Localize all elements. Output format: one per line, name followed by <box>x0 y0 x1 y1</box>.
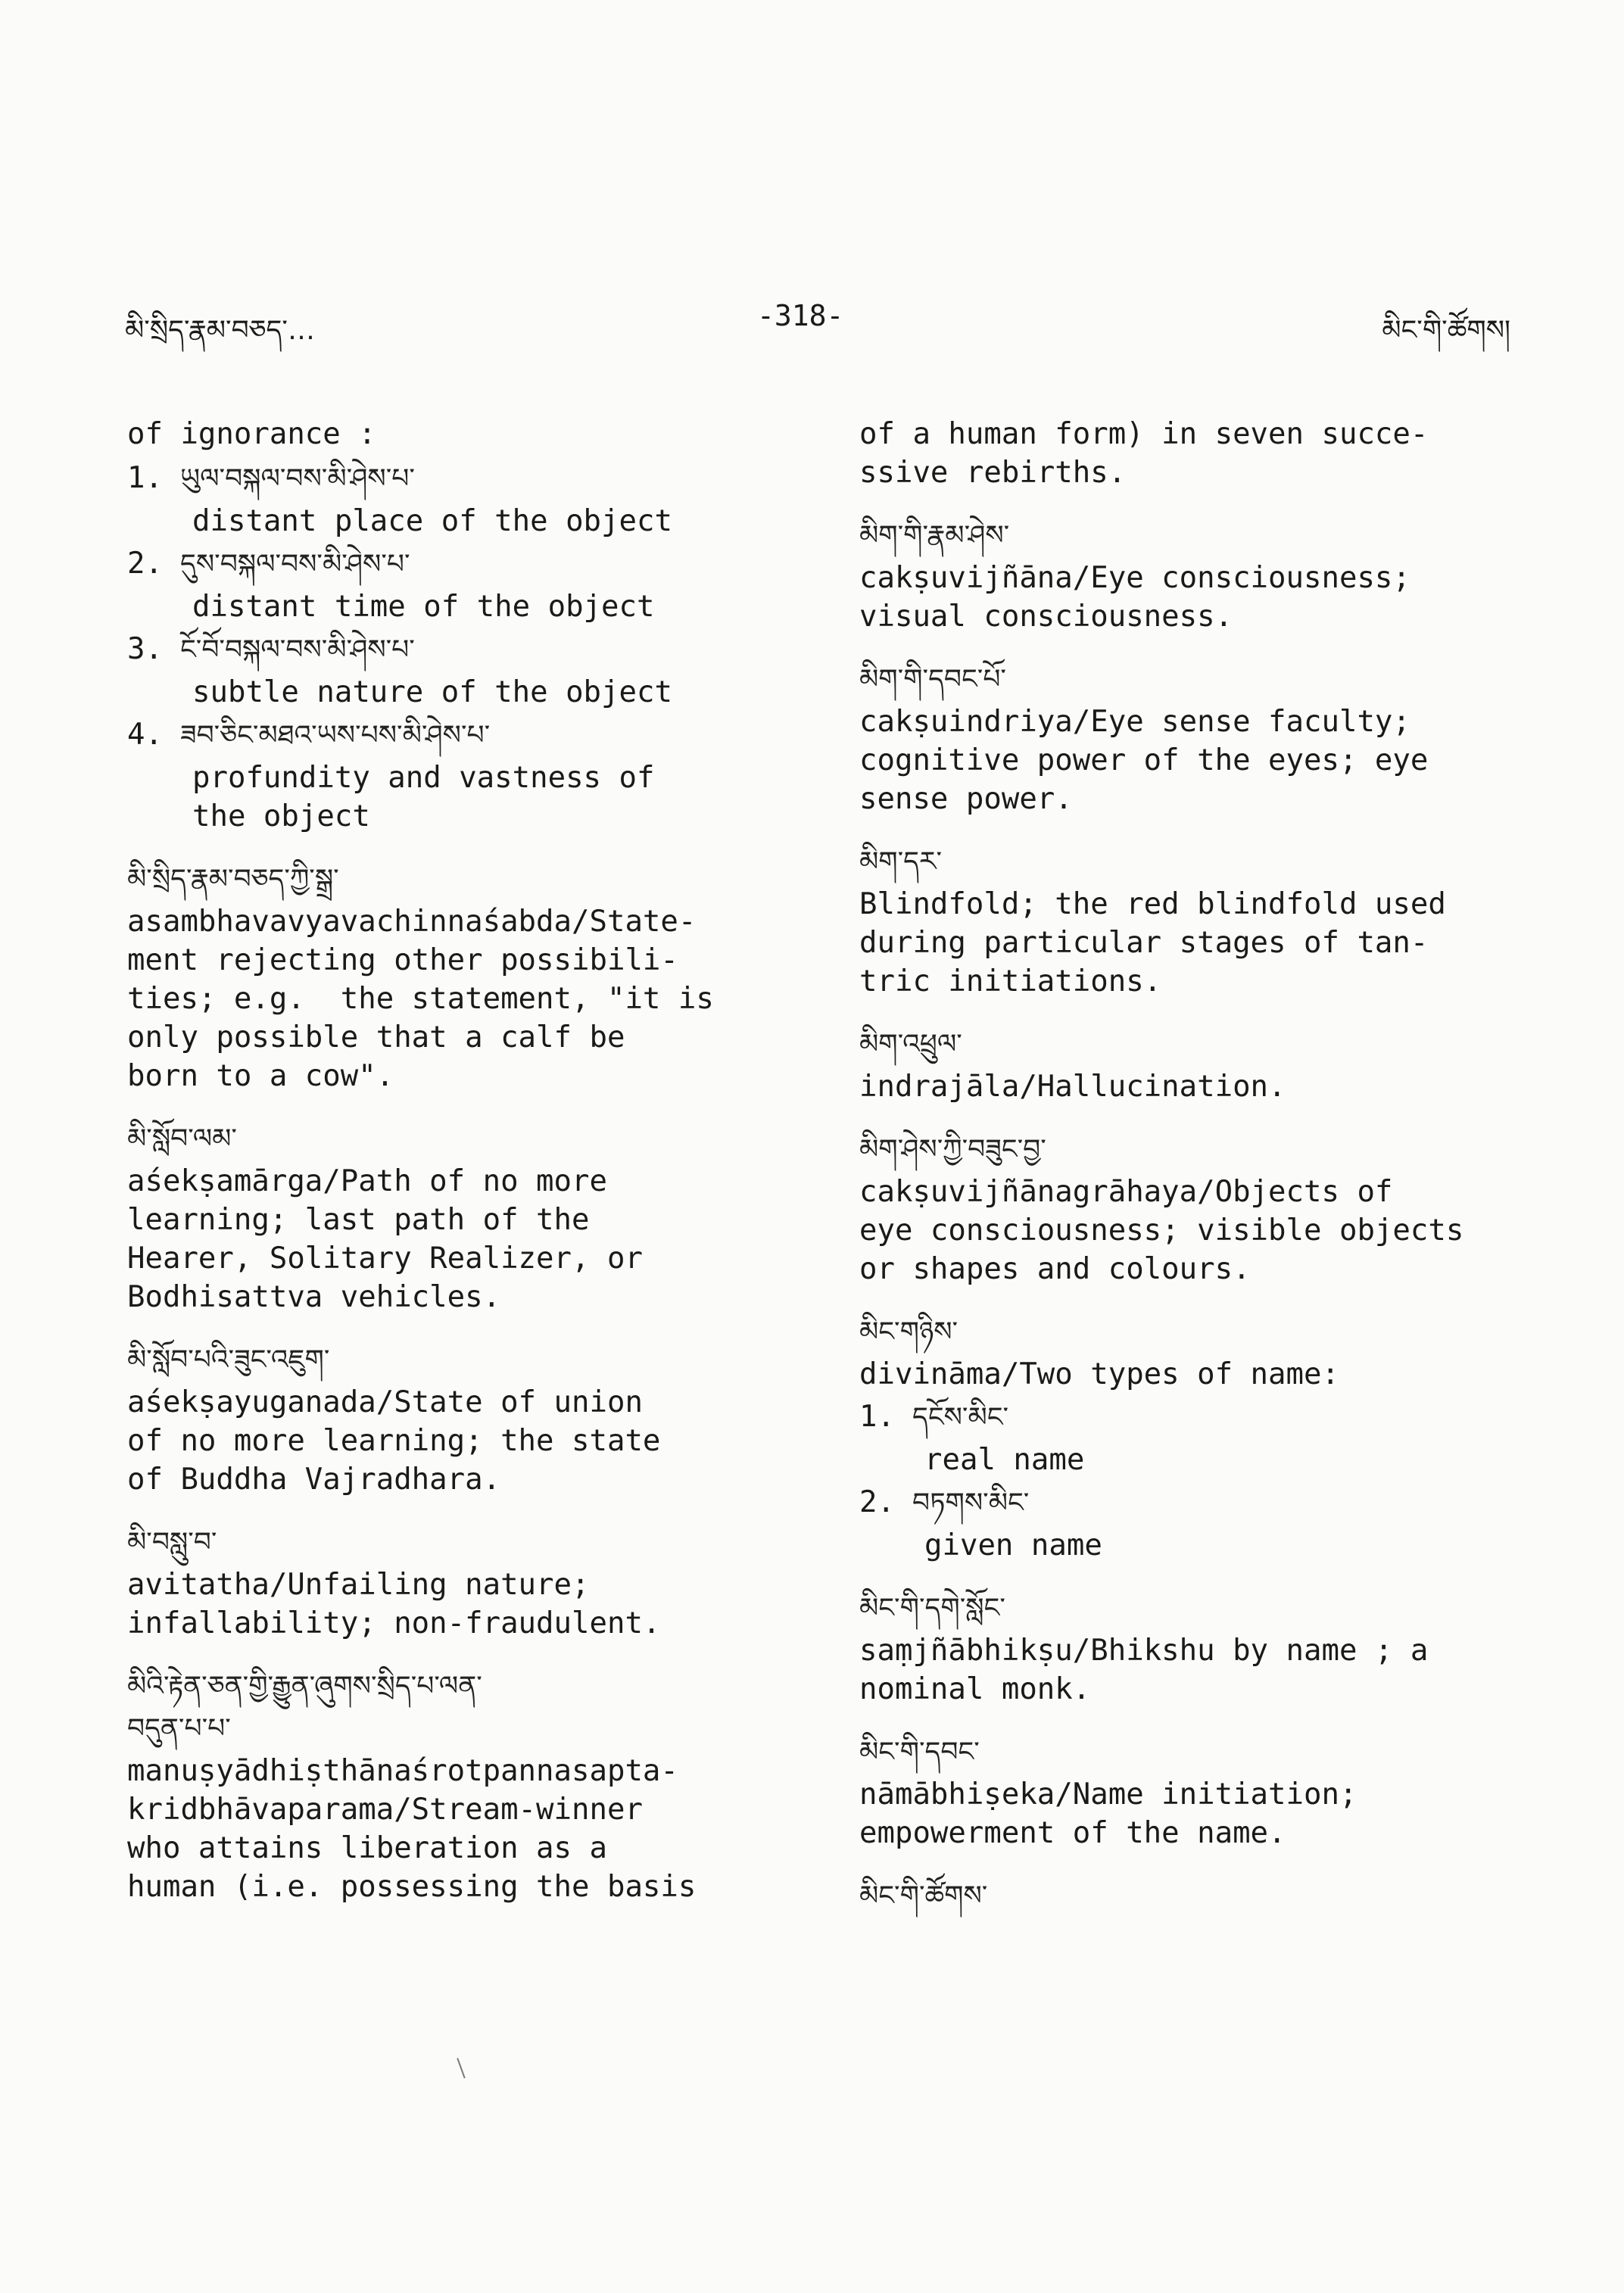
tibetan-headword: མི་བསླུ་བ་ <box>127 1527 217 1558</box>
entry-definition: cakṣuvijñānagrāhaya/Objects of eye consciousness; visible objects or shapes and colours. <box>859 1175 1464 1286</box>
list-item <box>127 544 786 626</box>
tibetan-term: ཡུལ་བསྐལ་བས་མི་ཤེས་པ་ <box>180 463 415 494</box>
item-gloss: given name <box>924 1528 1102 1562</box>
tibetan-term: ཟབ་ཅིང་མཐའ་ཡས་པས་མི་ཤེས་པ་ <box>180 720 491 751</box>
entry-definition: avitatha/Unfailing nature; infallability; non-fraudulent. <box>127 1568 661 1640</box>
tibetan-term: བཏགས་མིང་ <box>912 1488 1030 1519</box>
entry-definition: asambhavavyavachinnaśabda/State- ment rejecting other possibili- ties; e.g. the statement, "it is only possible that a calf be born to a cow". <box>127 905 714 1093</box>
dictionary-entry <box>859 659 1526 818</box>
dictionary-entry <box>859 1311 1526 1565</box>
entry-definition: aśekṣayuganada/State of union of no more learning; the state of Buddha Vajradhara. <box>127 1385 661 1497</box>
dictionary-entry <box>127 1339 786 1499</box>
item-number: 4. <box>127 718 163 752</box>
dictionary-entry <box>859 1129 1526 1288</box>
entry-definition: manuṣyādhiṣthānaśrotpannasapta- kridbhāvaparama/Stream-winner who attains liberation as a human (i.e. possessing the basis <box>127 1754 697 1904</box>
entry-definition: cakṣuindriya/Eye sense faculty; cognitive power of the eyes; eye sense power. <box>859 705 1429 816</box>
continued-entry <box>859 415 1526 492</box>
list-item <box>859 1482 1526 1565</box>
entry-definition: Blindfold; the red blindfold used during particular stages of tan- tric initiations. <box>859 887 1446 999</box>
dictionary-entry <box>859 1875 1526 1918</box>
entry-definition: aśekṣamārga/Path of no more learning; last path of the Hearer, Solitary Realizer, or Bodhisattva vehicles. <box>127 1164 643 1314</box>
item-number: 3. <box>127 632 163 666</box>
dictionary-entry <box>859 1731 1526 1852</box>
tibetan-headword: མིག་གི་དབང་པོ་ <box>859 664 1006 695</box>
tibetan-headword: མིག་གི་རྣམ་ཤེས་ <box>859 520 1010 551</box>
dictionary-entry <box>859 1023 1526 1106</box>
tibetan-headword: མིང་གི་དབང་ <box>859 1737 980 1768</box>
dictionary-entry <box>127 1665 786 1906</box>
item-number: 2. <box>859 1485 895 1519</box>
dictionary-entry <box>859 841 1526 1001</box>
tibetan-headword: མི་སློབ་ལམ་ <box>127 1123 237 1154</box>
tibetan-headword: མིག་ཤེས་ཀྱི་བཟུང་བྱ་ <box>859 1134 1046 1165</box>
item-gloss: real name <box>924 1443 1085 1477</box>
page-header <box>0 299 1624 344</box>
numbered-list <box>127 458 786 836</box>
continuation-lead: of ignorance : <box>127 417 376 451</box>
entry-definition: divināma/Two types of name: <box>859 1357 1339 1391</box>
tibetan-headword: མིག་འཕྲུལ་ <box>859 1029 962 1060</box>
list-item <box>127 715 786 836</box>
item-gloss: profundity and vastness of the object <box>192 761 655 833</box>
list-item <box>127 458 786 541</box>
tibetan-term: ངོ་བོ་བསྐལ་བས་མི་ཤེས་པ་ <box>180 634 415 665</box>
entry-definition: saṃjñābhikṣu/Bhikshu by name ; a nominal monk. <box>859 1634 1429 1706</box>
continued-entry <box>127 415 786 836</box>
tibetan-headword: མི་སྲིད་རྣམ་བཅད་ཀྱི་སྒྲ་ <box>127 864 339 895</box>
item-gloss: distant time of the object <box>192 590 655 624</box>
item-number: 1. <box>127 461 163 495</box>
dictionary-entry <box>127 1522 786 1643</box>
stray-pen-mark <box>457 2058 465 2079</box>
running-head-left: མི་སྲིད་རྣམ་བཅད་… <box>125 315 315 346</box>
item-number: 2. <box>127 547 163 581</box>
tibetan-headword: མིང་གི་ཚོགས་ <box>859 1880 988 1911</box>
entry-definition: of a human form) in seven succe- ssive rebirths. <box>859 417 1429 490</box>
item-gloss: distant place of the object <box>192 504 672 538</box>
running-head-right: མིང་གི་ཚོགས། <box>1382 315 1510 346</box>
left-column <box>127 415 786 1929</box>
right-column <box>859 415 1526 1940</box>
list-item <box>859 1397 1526 1479</box>
tibetan-headword: མི་སློབ་པའི་ཟུང་འཇུག་ <box>127 1344 330 1375</box>
tibetan-term: དངོས་མིང་ <box>912 1402 1009 1433</box>
numbered-list <box>859 1397 1526 1565</box>
entry-definition: indrajāla/Hallucination. <box>859 1070 1286 1104</box>
entry-definition: nāmābhiṣeka/Name initiation; empowerment of the name. <box>859 1777 1357 1850</box>
page-number: -318- <box>757 299 844 332</box>
tibetan-headword: མིག་དར་ <box>859 846 943 877</box>
tibetan-term: དུས་བསྐལ་བས་མི་ཤེས་པ་ <box>180 549 410 580</box>
dictionary-entry <box>859 515 1526 636</box>
item-number: 1. <box>859 1400 895 1434</box>
item-gloss: subtle nature of the object <box>192 675 672 709</box>
tibetan-headword: མིའི་རྟེན་ཅན་གྱི་རྒྱུན་ཞུགས་སྲིད་པ་ལན་ བདུན་པ་པ་ <box>127 1671 482 1744</box>
entry-definition: cakṣuvijñāna/Eye consciousness; visual consciousness. <box>859 561 1410 634</box>
dictionary-entry <box>127 1118 786 1316</box>
dictionary-entry <box>859 1587 1526 1709</box>
tibetan-headword: མིང་གི་དགེ་སློང་ <box>859 1593 1005 1624</box>
list-item <box>127 629 786 712</box>
tibetan-headword: མིང་གཉིས་ <box>859 1316 959 1347</box>
dictionary-entry <box>127 858 786 1095</box>
